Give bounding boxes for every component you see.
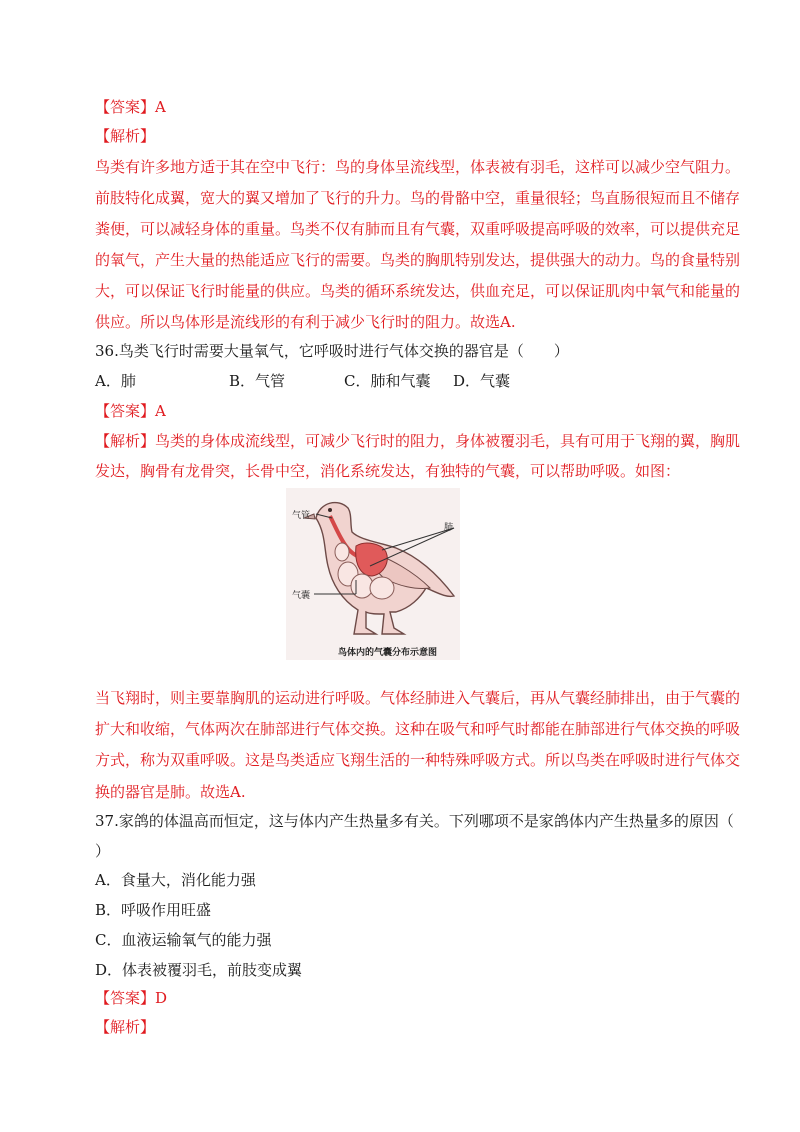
- question-37-line-2: ）: [95, 842, 111, 860]
- analysis-36-after-3: 方式，称为双重呼吸。这是鸟类适应飞翔生活的一种特殊呼吸方式。所以鸟类在呼吸时进行气体交: [95, 751, 741, 769]
- label-air-sac: 气囊: [292, 591, 311, 601]
- analysis-36-text-1: 鸟类的身体成流线型，可减少飞行时的阻力，身体被覆羽毛，具有可用于飞翔的翼，胸肌: [155, 432, 741, 450]
- analysis-35-line-3: 粪便，可以减轻身体的重量。鸟类不仅有肺而且有气囊，双重呼吸提高呼吸的效率，可以提供充足: [95, 220, 741, 238]
- analysis-36-after-4: 换的器官是肺。故选A.: [95, 783, 246, 801]
- analysis-35-line-6: 供应。所以鸟体形是流线形的有利于减少飞行时的阻力。故选A.: [95, 313, 516, 331]
- option-36-d: D．气囊: [453, 372, 511, 390]
- option-36-c: C．肺和气囊: [344, 372, 431, 390]
- answer-tag-35: 【答案】A: [95, 98, 166, 116]
- figure-caption: 鸟体内的气囊分布示意图: [338, 648, 438, 658]
- option-37-c: C．血液运输氧气的能力强: [95, 931, 272, 949]
- option-37-d: D．体表被覆羽毛，前肢变成翼: [95, 961, 303, 979]
- analysis-36-after-2: 扩大和收缩，气体两次在肺部进行气体交换。这种在吸气和呼气时都能在肺部进行气体交换的呼吸: [95, 720, 741, 738]
- analysis-35-line-2: 前肢特化成翼，宽大的翼又增加了飞行的升力。鸟的骨骼中空，重量很轻；鸟直肠很短而且不储存: [95, 189, 741, 207]
- label-trachea: 气管: [292, 511, 311, 521]
- bird-diagram: [286, 488, 460, 660]
- analysis-35-line-1: 鸟类有许多地方适于其在空中飞行：鸟的身体呈流线型，体表被有羽毛，这样可以减少空气阻力。: [95, 158, 741, 176]
- options-36: [95, 371, 510, 391]
- option-37-a: A．食量大，消化能力强: [95, 871, 256, 889]
- analysis-36-line-1: [95, 431, 740, 451]
- option-36-a: A．肺: [95, 372, 136, 390]
- analysis-36-line-2: 发达，胸骨有龙骨突，长骨中空，消化系统发达，有独特的气囊，可以帮助呼吸。如图：: [95, 462, 681, 480]
- question-37-line-1: 37.家鸽的体温高而恒定，这与体内产生热量多有关。下列哪项不是家鸽体内产生热量多的原因（: [95, 812, 734, 830]
- option-37-b: B．呼吸作用旺盛: [95, 901, 212, 919]
- analysis-tag-35: 【解析】: [95, 127, 156, 145]
- analysis-36-after-1: 当飞翔时，则主要靠胸肌的运动进行呼吸。气体经肺进入气囊后，再从气囊经肺排出，由于气囊的: [95, 689, 741, 707]
- analysis-tag-37: 【解析】: [95, 1018, 156, 1036]
- analysis-35-line-5: 大，可以保证飞行时能量的供应。鸟类的循环系统发达，供血充足，可以保证肌肉中氧气和能量的: [95, 282, 741, 300]
- option-36-b: B．气管: [229, 372, 286, 390]
- bird-air-sac-figure: [286, 488, 460, 660]
- answer-tag-37: 【答案】D: [95, 989, 168, 1007]
- question-36: 36.鸟类飞行时需要大量氧气，它呼吸时进行气体交换的器官是（ ）: [95, 342, 569, 360]
- analysis-35-line-4: 的氧气，产生大量的热能适应飞行的需要。鸟类的胸肌特别发达，提供强大的动力。鸟的食量特别: [95, 251, 741, 269]
- analysis-tag-36: 【解析】: [95, 432, 156, 450]
- answer-tag-36: 【答案】A: [95, 402, 166, 420]
- label-lung: 肺: [444, 523, 454, 533]
